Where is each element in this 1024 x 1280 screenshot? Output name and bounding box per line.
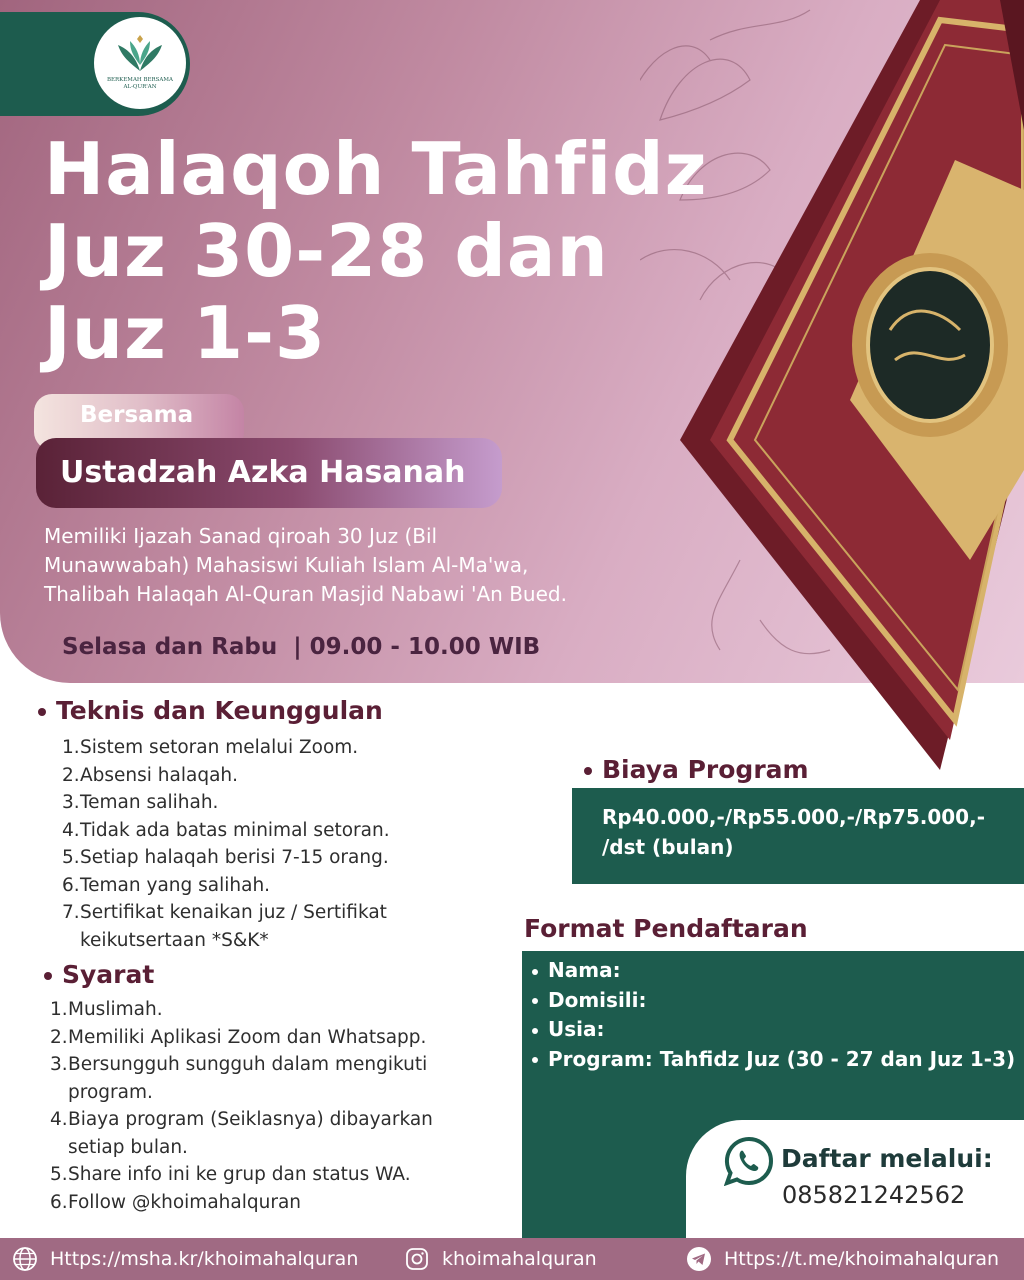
bullet-icon xyxy=(38,708,46,716)
title-line2: Juz 30-28 dan xyxy=(44,209,609,293)
list-item-text: Biaya program (Seiklasnya) dibayarkan setiap bulan. xyxy=(68,1109,433,1158)
list-item-text: Muslimah. xyxy=(68,999,163,1020)
list-item xyxy=(50,996,490,1024)
list-item xyxy=(62,762,462,790)
list-item-text: Teman salihah. xyxy=(80,792,219,813)
bullet-icon xyxy=(532,998,538,1004)
list-item-number: 1. xyxy=(50,999,68,1020)
globe-icon xyxy=(12,1246,38,1272)
telegram-icon xyxy=(686,1246,712,1272)
bullet-icon xyxy=(584,767,592,775)
list-item-number: 5. xyxy=(62,847,80,868)
bullet-icon xyxy=(532,1028,538,1034)
list-item-number: 3. xyxy=(50,1054,68,1075)
bersama-label: Bersama xyxy=(80,402,194,428)
schedule-text: Selasa dan Rabu | 09.00 - 10.00 WIB xyxy=(62,634,541,660)
list-item-text: Bersungguh sungguh dalam mengikuti program. xyxy=(68,1054,428,1103)
list-item-number: 4. xyxy=(50,1109,68,1130)
instagram-icon xyxy=(404,1246,430,1272)
list-item-number: 6. xyxy=(50,1191,68,1213)
logo-text-line2: AL-QUR'AN xyxy=(123,84,157,90)
list-item-text: Absensi halaqah. xyxy=(80,764,239,786)
format-item xyxy=(532,986,1015,1016)
list-item-number: 5. xyxy=(50,1164,68,1185)
syarat-list xyxy=(50,996,490,1216)
list-item-text: Follow @khoimahalquran xyxy=(68,1191,302,1213)
biaya-line2: /dst (bulan) xyxy=(602,835,734,859)
footer xyxy=(0,1238,1024,1280)
list-item xyxy=(50,1051,490,1106)
syarat-heading xyxy=(44,960,154,989)
format-item-text: Domisili: xyxy=(548,987,647,1012)
bullet-icon xyxy=(532,969,538,975)
format-item-text: Nama: xyxy=(548,958,621,982)
footer-telegram[interactable] xyxy=(686,1238,999,1280)
footer-website[interactable] xyxy=(12,1238,358,1280)
list-item-text: Sertifikat kenaikan juz / Sertifikat keikutsertaan *S&K* xyxy=(80,902,387,951)
leaf-logo-icon xyxy=(116,35,164,75)
footer-website-text: Https://msha.kr/khoimahalquran xyxy=(50,1248,359,1270)
list-item xyxy=(62,789,462,817)
list-item xyxy=(62,872,462,900)
description-line1: Memiliki Ijazah Sanad qiroah 30 Juz (Bil xyxy=(44,524,438,548)
teknis-heading-text: Teknis dan Keunggulan xyxy=(56,696,383,725)
daftar-phone[interactable]: 085821242562 xyxy=(782,1181,966,1209)
logo xyxy=(94,17,186,109)
logo-text-line1: BERKEMAH BERSAMA xyxy=(106,77,173,84)
list-item xyxy=(50,1024,490,1052)
format-item xyxy=(532,1045,1015,1075)
list-item-text: Tidak ada batas minimal setoran. xyxy=(80,819,390,841)
list-item xyxy=(62,817,462,845)
footer-telegram-text: Https://t.me/khoimahalquran xyxy=(724,1248,1000,1270)
list-item-number: 3. xyxy=(62,792,80,813)
format-item xyxy=(532,1015,1015,1045)
list-item xyxy=(62,899,462,954)
teacher-name: Ustadzah Azka Hasanah xyxy=(60,455,466,490)
biaya-box xyxy=(572,788,1024,884)
bullet-icon xyxy=(44,972,52,980)
list-item xyxy=(50,1161,490,1189)
format-heading: Format Pendaftaran xyxy=(524,914,808,943)
footer-instagram-text: khoimahalquran xyxy=(442,1248,597,1270)
teknis-list xyxy=(62,734,462,954)
title-line1: Halaqoh Tahfidz xyxy=(44,127,708,211)
syarat-heading-text: Syarat xyxy=(62,960,155,989)
list-item-text: Teman yang salihah. xyxy=(80,874,271,896)
list-item-text: Sistem setoran melalui Zoom. xyxy=(80,737,359,758)
list-item-number: 6. xyxy=(62,874,80,896)
page-title xyxy=(44,128,764,374)
list-item-number: 2. xyxy=(62,764,80,786)
whatsapp-icon[interactable] xyxy=(724,1136,774,1186)
list-item-number: 1. xyxy=(62,737,80,758)
description-line2: Munawwabah) Mahasiswi Kuliah Islam Al-Ma'wa, xyxy=(44,553,529,577)
list-item xyxy=(62,734,462,762)
format-item-text: Program: Tahfidz Juz (30 - 27 dan Juz 1-3) xyxy=(548,1046,1016,1071)
list-item xyxy=(62,844,462,872)
list-item xyxy=(50,1106,490,1161)
biaya-line1: Rp40.000,-/Rp55.000,-/Rp75.000,- xyxy=(602,805,985,829)
list-item-number: 4. xyxy=(62,819,80,841)
quran-book-image xyxy=(640,0,1024,770)
teknis-heading xyxy=(38,696,383,725)
format-item xyxy=(532,956,1015,986)
description-line3: Thalibah Halaqah Al-Quran Masjid Nabawi 'An Bued. xyxy=(44,582,567,606)
format-list xyxy=(532,956,1015,1074)
list-item-number: 2. xyxy=(50,1026,68,1048)
biaya-heading xyxy=(584,755,809,784)
list-item-text: Share info ini ke grup dan status WA. xyxy=(68,1164,411,1185)
list-item-number: 7. xyxy=(62,902,80,923)
list-item xyxy=(50,1189,490,1217)
bullet-icon xyxy=(532,1057,538,1063)
title-line3: Juz 1-3 xyxy=(44,291,327,375)
list-item-text: Memiliki Aplikasi Zoom dan Whatsapp. xyxy=(68,1026,427,1048)
daftar-label: Daftar melalui: xyxy=(781,1144,993,1173)
biaya-heading-text: Biaya Program xyxy=(602,755,809,784)
list-item-text: Setiap halaqah berisi 7-15 orang. xyxy=(80,847,389,868)
format-item-text: Usia: xyxy=(548,1017,605,1041)
footer-instagram[interactable] xyxy=(404,1238,597,1280)
teacher-description xyxy=(44,522,684,609)
